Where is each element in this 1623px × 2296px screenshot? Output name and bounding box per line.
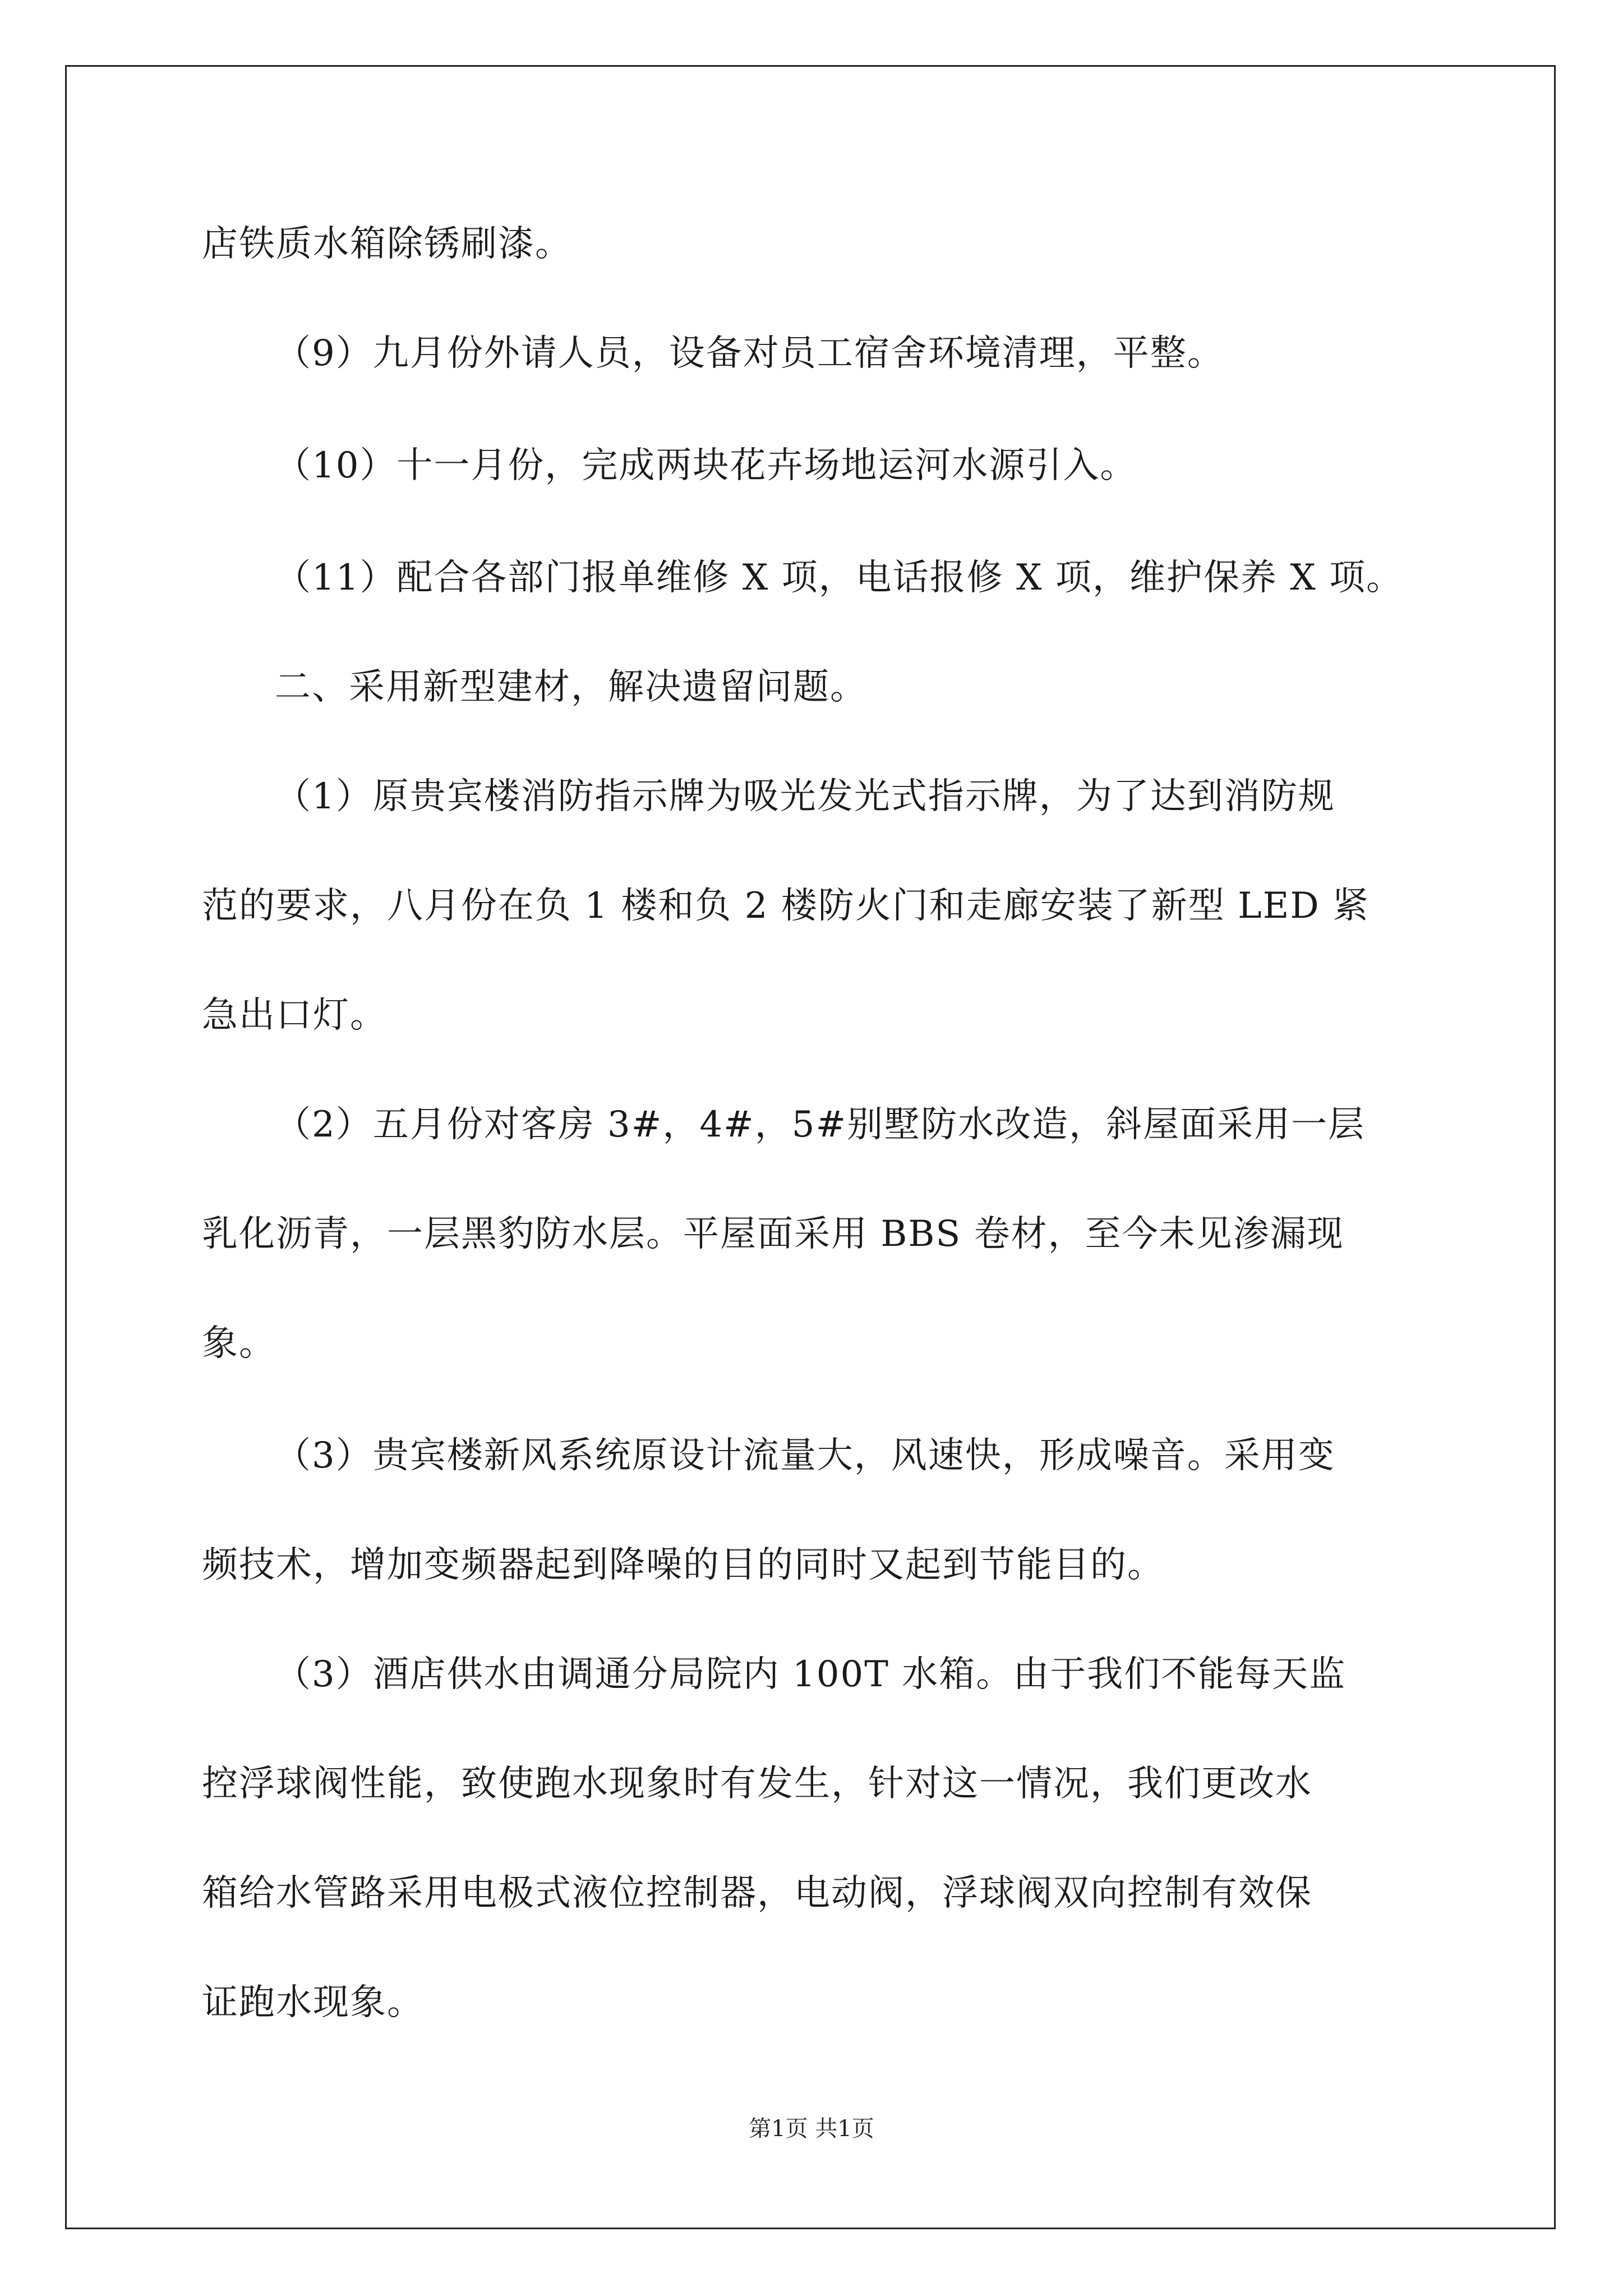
paragraph-line: （10）十一月份，完成两块花卉场地运河水源引入。 — [275, 445, 1137, 486]
paragraph-line: 乳化沥青，一层黑豹防水层。平屋面采用 BBS 卷材，至今未见渗漏现 — [202, 1213, 1344, 1255]
paragraph-line: （11）配合各部门报单维修 X 项，电话报修 X 项，维护保养 X 项。 — [275, 557, 1404, 599]
paragraph-line: （9）九月份外请人员，设备对员工宿舍环境清理，平整。 — [275, 333, 1224, 374]
paragraph-line: （3）酒店供水由调通分局院内 100T 水箱。由于我们不能每天监 — [275, 1654, 1347, 1695]
paragraph-line: （3）贵宾楼新风系统原设计流量大，风速快，形成噪音。采用变 — [275, 1435, 1335, 1476]
paragraph-line: 证跑水现象。 — [202, 1982, 424, 2023]
paragraph-line: 频技术，增加变频器起到降噪的目的同时又起到节能目的。 — [202, 1544, 1164, 1586]
paragraph-line: 范的要求，八月份在负 1 楼和负 2 楼防火门和走廊安装了新型 LED 紧 — [202, 885, 1370, 927]
paragraph-line: （2）五月份对客房 3#，4#，5#别墅防水改造，斜屋面采用一层 — [275, 1104, 1366, 1145]
page-footer: 第1页 共1页 — [749, 2116, 874, 2142]
paragraph-line: 急出口灯。 — [202, 995, 387, 1036]
paragraph-line: 箱给水管路采用电极式液位控制器，电动阀，浮球阀双向控制有效保 — [202, 1872, 1312, 1914]
section-heading: 二、采用新型建材，解决遗留问题。 — [275, 666, 867, 708]
paragraph-line: 象。 — [202, 1323, 276, 1364]
paragraph-line: 控浮球阀性能，致使跑水现象时有发生，针对这一情况，我们更改水 — [202, 1763, 1312, 1805]
paragraph-line: 店铁质水箱除锈刷漆。 — [202, 223, 572, 265]
paragraph-line: （1）原贵宾楼消防指示牌为吸光发光式指示牌，为了达到消防规 — [275, 776, 1335, 817]
